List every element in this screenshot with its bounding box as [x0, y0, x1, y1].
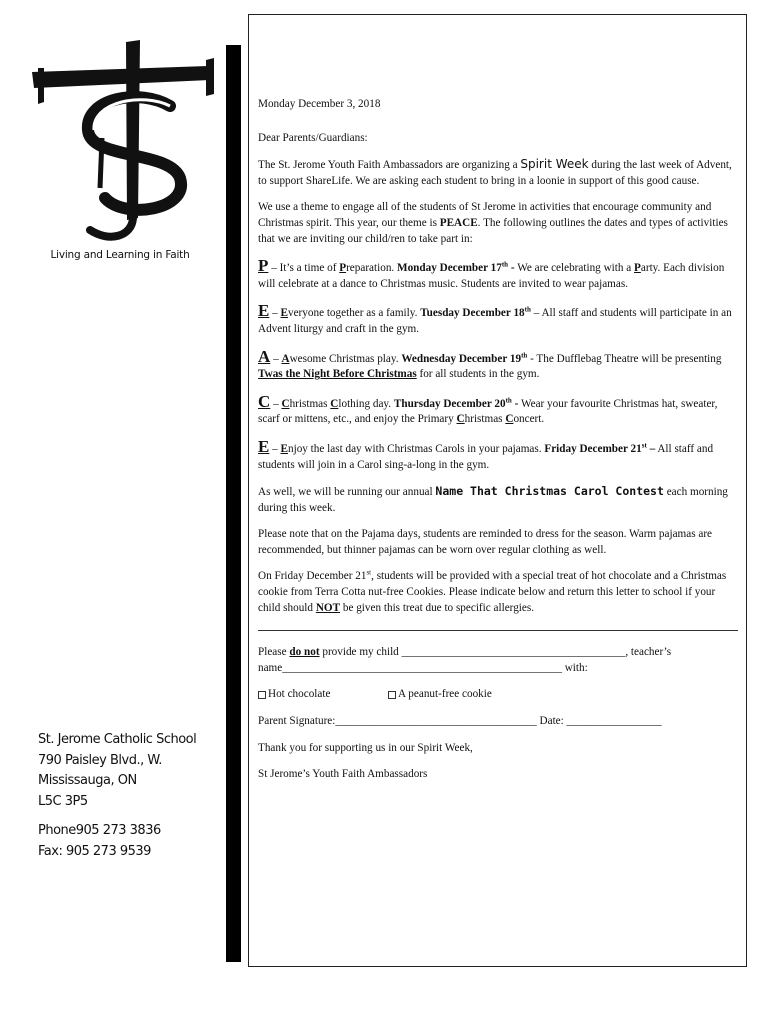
spirit-week-text: Spirit Week: [520, 157, 589, 172]
school-logo: [30, 38, 215, 243]
intro-paragraph: The St. Jerome Youth Faith Ambassadors are organizing a Spirit Week during the last week of Advent, to support ShareLife. We are asking each student to bring in a loonie in support of this good cause.: [258, 157, 732, 187]
c-day-paragraph: C – Christmas Clothing day. Thursday December 20th - Wear your favourite Christmas hat, sweater, scarf or mittens, etc., and enjoy the Primary Christmas Concert.: [258, 391, 718, 426]
permission-form: Please do not provide my child ________________________________________, teacher’s name__________________________________________________ with:: [258, 646, 672, 674]
school-address: [38, 730, 223, 862]
school-motto: Living and Learning in Faith: [50, 249, 190, 261]
e2-day-paragraph: E – Enjoy the last day with Christmas Carols in your pajamas. Friday December 21st – All staff and students will join in a Carol sing-a-long in the gym.: [258, 436, 714, 471]
e-day-paragraph: E – Everyone together as a family. Tuesday December 18th – All staff and students will participate in an Advent liturgy and craft in the gym.: [258, 301, 732, 335]
school-postal: L5C 3P5: [38, 793, 88, 809]
school-phone: Phone905 273 3836: [38, 823, 161, 838]
p-day-paragraph: P – It’s a time of Preparation. Monday December 17th - We are celebrating with a Party. Each division will celebrate at a dance to Christmas music. Students are invited to wear pajamas.: [258, 256, 725, 290]
checkbox-icon[interactable]: [388, 691, 396, 699]
school-name: St. Jerome Catholic School: [38, 732, 197, 747]
checkbox-icon[interactable]: [258, 691, 266, 699]
contest-name: Name That Christmas Carol Contest: [435, 484, 664, 499]
school-fax: Fax: 905 273 9539: [38, 843, 151, 859]
hot-chocolate-option[interactable]: Hot chocolate: [258, 688, 330, 700]
cookie-option[interactable]: A peanut-free cookie: [388, 688, 492, 700]
school-street: 790 Paisley Blvd., W.: [38, 752, 162, 768]
theme-paragraph: We use a theme to engage all of the students of St Jerome in activities that encourage community and Christmas spirit. This year, our theme is PEACE. The following outlines the dates and types of activities that we are inviting our child/ren to take part in:: [258, 201, 728, 245]
signoff-line: St Jerome’s Youth Faith Ambassadors: [258, 768, 428, 781]
theme-word: PEACE: [439, 216, 478, 229]
treat-paragraph: On Friday December 21st, students will be provided with a special treat of hot chocolate and a Christmas cookie from Terra Cotta nut-free Cookies. Please indicate below and return this letter to school if your child should NOT be given this treat due to specific allergies.: [258, 568, 727, 614]
letter-body: [258, 97, 738, 794]
treat-options: [258, 687, 738, 703]
thanks-line: Thank you for supporting us in our Spirit Week,: [258, 741, 473, 754]
letter-date: Monday December 3, 2018: [258, 98, 381, 110]
pajama-note: Please note that on the Pajama days, students are reminded to dress for the season. Warm pajamas are recommended, but thinner pajamas can be worn over regular clothing as well.: [258, 528, 713, 556]
salutation: Dear Parents/Guardians:: [258, 131, 368, 144]
contest-paragraph: As well, we will be running our annual Name That Christmas Carol Contest each morning during this week.: [258, 484, 728, 514]
show-title: Twas the Night Before Christmas: [258, 368, 417, 381]
sidebar: [0, 0, 225, 1024]
a-day-paragraph: A – Awesome Christmas play. Wednesday December 19th - The Dufflebag Theatre will be presenting Twas the Night Before Christmas for all students in the gym.: [258, 346, 722, 381]
signature-line: Parent Signature:____________________________________ Date: _________________: [258, 715, 662, 728]
cut-line: [258, 630, 738, 631]
divider-bar: [226, 45, 241, 962]
letter-frame: [248, 14, 747, 967]
school-city: Mississauga, ON: [38, 773, 137, 788]
